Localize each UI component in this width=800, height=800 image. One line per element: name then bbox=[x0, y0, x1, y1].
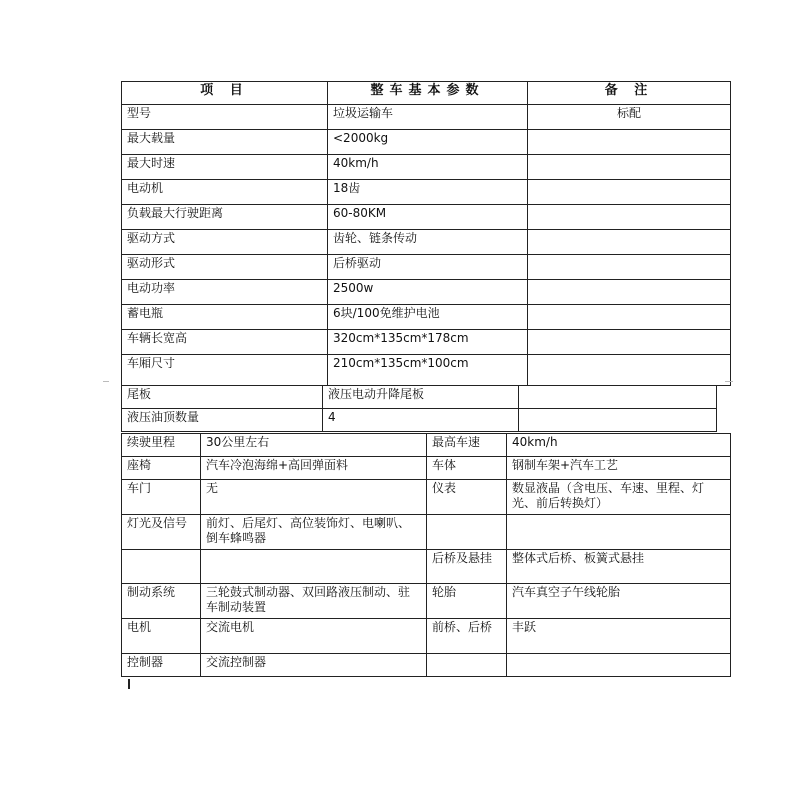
row-note bbox=[528, 330, 731, 355]
tailgate-table bbox=[121, 385, 717, 432]
cell-label: 后桥及悬挂 bbox=[427, 550, 507, 584]
row-value: 垃圾运输车 bbox=[328, 105, 528, 130]
cell-value: 汽车冷泡海绵+高回弹面料 bbox=[201, 457, 427, 480]
cell-label: 控制器 bbox=[122, 654, 201, 677]
row-note bbox=[528, 155, 731, 180]
cell-label: 车门 bbox=[122, 480, 201, 515]
row-note: 标配 bbox=[528, 105, 731, 130]
row-note bbox=[528, 180, 731, 205]
row-value: 18齿 bbox=[328, 180, 528, 205]
table-row bbox=[122, 515, 731, 550]
row-value: 液压电动升降尾板 bbox=[323, 386, 519, 409]
cell-label: 前桥、后桥 bbox=[427, 619, 507, 654]
row-value: 210cm*135cm*100cm bbox=[328, 355, 528, 386]
cell-value bbox=[507, 515, 731, 550]
header-params: 整车基本参数 bbox=[328, 82, 528, 105]
row-label: 液压油顶数量 bbox=[122, 409, 323, 432]
row-label: 车辆长宽高 bbox=[122, 330, 328, 355]
table-header-row bbox=[122, 82, 731, 105]
cell-value: 30公里左右 bbox=[201, 434, 427, 457]
row-label: 型号 bbox=[122, 105, 328, 130]
row-label: 最大时速 bbox=[122, 155, 328, 180]
table-row bbox=[122, 205, 731, 230]
table-row bbox=[122, 584, 731, 619]
row-value: 320cm*135cm*178cm bbox=[328, 330, 528, 355]
table-row bbox=[122, 434, 731, 457]
row-value: 6块/100免维护电池 bbox=[328, 305, 528, 330]
row-value: 齿轮、链条传动 bbox=[328, 230, 528, 255]
row-label: 尾板 bbox=[122, 386, 323, 409]
table-row bbox=[122, 654, 731, 677]
table-row bbox=[122, 180, 731, 205]
row-note bbox=[528, 230, 731, 255]
header-item: 项 目 bbox=[122, 82, 328, 105]
row-label: 负载最大行驶距离 bbox=[122, 205, 328, 230]
cell-label: 轮胎 bbox=[427, 584, 507, 619]
row-note bbox=[519, 409, 717, 432]
cell-value bbox=[507, 654, 731, 677]
cell-label: 灯光及信号 bbox=[122, 515, 201, 550]
table-row bbox=[122, 155, 731, 180]
cell-label: 仪表 bbox=[427, 480, 507, 515]
table-row bbox=[122, 409, 717, 432]
table-row bbox=[122, 457, 731, 480]
cell-value: 交流控制器 bbox=[201, 654, 427, 677]
row-note bbox=[519, 386, 717, 409]
text-cursor-mark bbox=[128, 679, 130, 689]
table-row bbox=[122, 386, 717, 409]
table-row bbox=[122, 255, 731, 280]
table-row bbox=[122, 130, 731, 155]
row-value: 40km/h bbox=[328, 155, 528, 180]
cell-label: 座椅 bbox=[122, 457, 201, 480]
cell-value: 前灯、后尾灯、高位装饰灯、电喇叭、倒车蜂鸣器 bbox=[201, 515, 427, 550]
cell-value: 钢制车架+汽车工艺 bbox=[507, 457, 731, 480]
row-value: 60-80KM bbox=[328, 205, 528, 230]
table-row bbox=[122, 280, 731, 305]
row-value: 后桥驱动 bbox=[328, 255, 528, 280]
page-break-divider bbox=[103, 381, 733, 383]
cell-label bbox=[427, 654, 507, 677]
cell-label bbox=[122, 550, 201, 584]
row-note bbox=[528, 255, 731, 280]
cell-value: 汽车真空子午线轮胎 bbox=[507, 584, 731, 619]
table-row bbox=[122, 230, 731, 255]
row-label: 驱动形式 bbox=[122, 255, 328, 280]
cell-label: 车体 bbox=[427, 457, 507, 480]
table-row bbox=[122, 330, 731, 355]
cell-value: 40km/h bbox=[507, 434, 731, 457]
row-value: <2000kg bbox=[328, 130, 528, 155]
cell-label: 最高车速 bbox=[427, 434, 507, 457]
cell-value: 无 bbox=[201, 480, 427, 515]
cell-label bbox=[427, 515, 507, 550]
row-label: 电动机 bbox=[122, 180, 328, 205]
row-label: 最大载量 bbox=[122, 130, 328, 155]
cell-value: 丰跃 bbox=[507, 619, 731, 654]
cell-label: 电机 bbox=[122, 619, 201, 654]
row-label: 蓄电瓶 bbox=[122, 305, 328, 330]
row-label: 车厢尺寸 bbox=[122, 355, 328, 386]
cell-label: 续驶里程 bbox=[122, 434, 201, 457]
vehicle-config-table bbox=[121, 433, 731, 677]
row-label: 驱动方式 bbox=[122, 230, 328, 255]
row-note bbox=[528, 205, 731, 230]
row-value: 4 bbox=[323, 409, 519, 432]
row-note bbox=[528, 305, 731, 330]
table-row bbox=[122, 619, 731, 654]
vehicle-basic-params-table bbox=[121, 81, 731, 386]
cell-value: 交流电机 bbox=[201, 619, 427, 654]
table-row bbox=[122, 550, 731, 584]
table-row bbox=[122, 305, 731, 330]
row-value: 2500w bbox=[328, 280, 528, 305]
cell-value bbox=[201, 550, 427, 584]
header-note: 备 注 bbox=[528, 82, 731, 105]
cell-value: 整体式后桥、板簧式悬挂 bbox=[507, 550, 731, 584]
row-label: 电动功率 bbox=[122, 280, 328, 305]
table-row bbox=[122, 105, 731, 130]
cell-value: 三轮鼓式制动器、双回路液压制动、驻车制动装置 bbox=[201, 584, 427, 619]
cell-value: 数显液晶（含电压、车速、里程、灯光、前后转换灯） bbox=[507, 480, 731, 515]
cell-label: 制动系统 bbox=[122, 584, 201, 619]
row-note bbox=[528, 280, 731, 305]
row-note bbox=[528, 130, 731, 155]
table-row bbox=[122, 480, 731, 515]
